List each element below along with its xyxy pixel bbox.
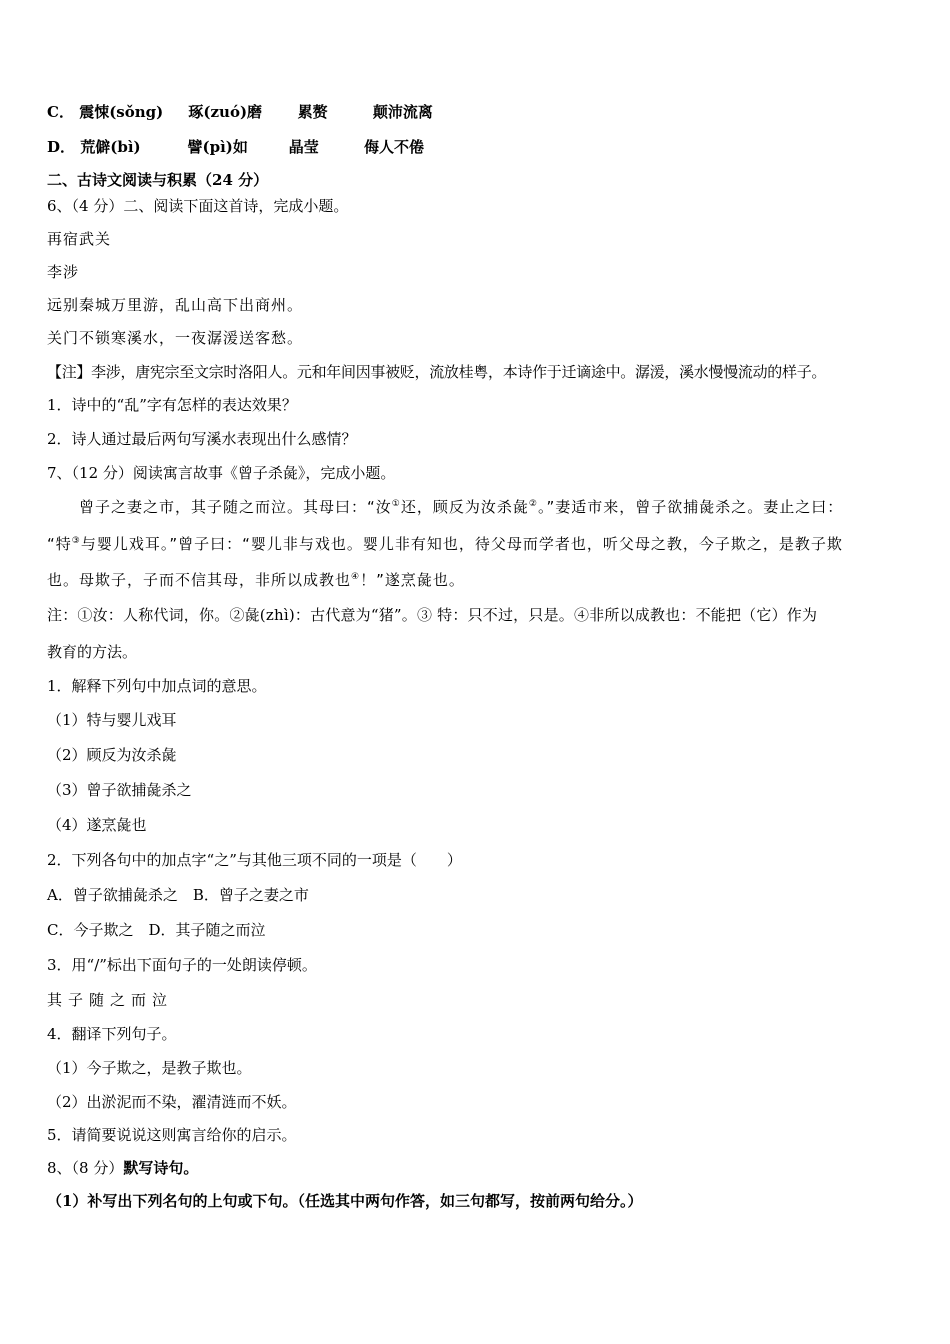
q6-intro: 6、（4 分）二、阅读下面这首诗，完成小题。	[47, 197, 349, 215]
q8-sub-1: （1）补写出下列名句的上句或下句。（任选其中两句作答，如三句都写，按前两句给分。）	[47, 1192, 643, 1210]
fable-text: 与婴儿戏耳。”曾子曰：“婴儿非与戏也。婴儿非有知也，待父母而学者也，听父母之教，今子欺之，是教子欺	[80, 535, 843, 553]
q7-sub-1-item-3: （3）曾子欲捕彘杀之	[47, 781, 192, 799]
q6-sub-1: 1．诗中的“乱”字有怎样的表达效果？	[47, 396, 297, 414]
q7-sub-4-item-1: （1）今子欺之，是教子欺也。	[47, 1059, 252, 1077]
fable-para-line-3	[47, 570, 465, 590]
q7-sub-2-options-cd: C．今子欺之 D．其子随之而泣	[47, 921, 266, 939]
fable-note-line-2: 教育的方法。	[47, 643, 138, 661]
poem-line-2: 关门不锁寒溪水，一夜潺湲送客愁。	[47, 329, 304, 347]
fable-para-line-2	[47, 534, 843, 554]
q7-sub-1: 1．解释下列句中加点词的意思。	[47, 677, 267, 695]
option-c	[47, 102, 433, 122]
q7-sub-4: 4．翻译下列句子。	[47, 1025, 177, 1043]
fable-text: 曾子之妻之市，其子随之而泣。其母曰：“汝	[79, 498, 392, 516]
q7-sub-1-item-4: （4）遂烹彘也	[47, 816, 147, 834]
poem-line-1: 远别秦城万里游，乱山高下出商州。	[47, 296, 304, 314]
q7-sub-3: 3．用“/”标出下面句子的一处朗读停顿。	[47, 956, 317, 974]
option-c-item-4: 颠沛流离	[372, 103, 433, 121]
option-c-item-3: 累赘	[297, 103, 328, 121]
q7-sub-3-sentence: 其子随之而泣	[47, 991, 174, 1009]
option-c-item-2: 琢(zuó)磨	[188, 103, 263, 121]
q8-number: 8、（8 分）	[47, 1159, 124, 1177]
fable-note-line-1: 注：①汝：人称代词，你。②彘(zhì)：古代意为“猪”。③ 特：只不过，只是。④非所以成教也：不能把（它）作为	[47, 606, 818, 624]
option-d	[47, 137, 424, 157]
option-c-item-1: 震悚(sǒng)	[79, 103, 164, 121]
note-marker-4: ④	[351, 572, 361, 582]
option-d-item-1: 荒僻(bì)	[80, 138, 141, 156]
option-d-item-4: 侮人不倦	[363, 138, 424, 156]
q7-sub-1-item-1: （1）特与婴儿戏耳	[47, 711, 177, 729]
q7-intro: 7、（12 分）阅读寓言故事《曾子杀彘》，完成小题。	[47, 464, 396, 482]
option-d-letter: D．	[47, 138, 76, 156]
q7-sub-1-item-2: （2）顾反为汝杀彘	[47, 746, 177, 764]
poem-note: 【注】李涉，唐宪宗至文宗时洛阳人。元和年间因事被贬，流放桂粤，本诗作于迁谪途中。潺湲，溪水慢慢流动的样子。	[47, 363, 827, 381]
q7-sub-4-item-2: （2）出淤泥而不染，濯清涟而不妖。	[47, 1093, 297, 1111]
note-marker-2: ②	[528, 499, 538, 509]
note-marker-3: ③	[71, 536, 81, 546]
q7-sub-2: 2．下列各句中的加点字“之”与其他三项不同的一项是（ ）	[47, 851, 462, 869]
option-c-letter: C．	[47, 103, 74, 121]
fable-text: 也。母欺子，子而不信其母，非所以成教也	[47, 571, 352, 589]
fable-text: 还，顾反为汝杀彘	[400, 498, 529, 516]
option-d-item-3: 晶莹	[288, 138, 319, 156]
poem-title: 再宿武关	[47, 230, 112, 248]
fable-text: ！”遂烹彘也。	[360, 571, 465, 589]
q6-sub-2: 2．诗人通过最后两句写溪水表现出什么感情？	[47, 430, 357, 448]
q7-sub-5: 5．请简要说说这则寓言给你的启示。	[47, 1126, 297, 1144]
fable-text: “特	[47, 535, 72, 553]
q7-sub-2-options-ab: A．曾子欲捕彘杀之 B．曾子之妻之市	[47, 886, 309, 904]
note-marker-1: ①	[391, 499, 401, 509]
poem-author: 李涉	[47, 263, 80, 281]
section-title: 二、古诗文阅读与积累（24 分）	[47, 171, 269, 189]
option-d-item-2: 譬(pì)如	[187, 138, 248, 156]
fable-para-line-1	[79, 497, 843, 517]
q8-title: 默写诗句。	[123, 1159, 199, 1177]
fable-text: 。”妻适市来，曾子欲捕彘杀之。妻止之曰：	[537, 498, 844, 516]
q8-heading	[47, 1158, 198, 1178]
